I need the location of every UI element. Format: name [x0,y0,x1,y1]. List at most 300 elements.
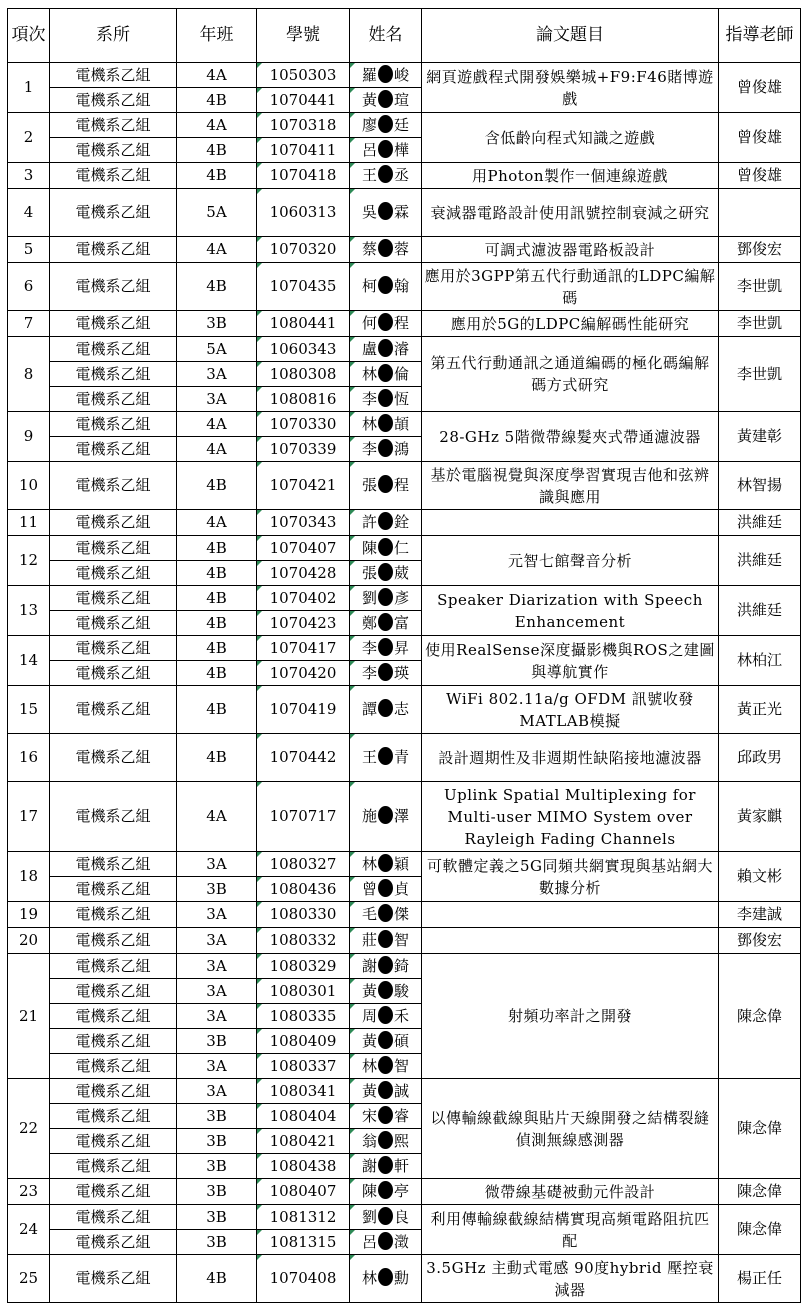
name-last-char: 軒 [394,1156,410,1175]
name-last-char: 智 [394,1056,410,1075]
student-id-cell: 1081315 [257,1230,350,1255]
advisor-cell [719,189,801,237]
table-row [8,686,801,734]
department-cell: 電機系乙組 [50,586,177,611]
redaction-mark [378,538,393,556]
thesis-topic: 含低齡向程式知識之遊戲 [422,113,719,163]
advisor-cell: 黃建彰 [719,412,801,462]
advisor-cell: 陳念偉 [719,954,801,1079]
item-number: 17 [8,782,50,852]
student-id-cell: 1080436 [257,877,350,902]
student-id-cell: 1070343 [257,510,350,536]
department-cell: 電機系乙組 [50,979,177,1004]
item-number: 23 [8,1179,50,1205]
class-cell: 3B [177,1154,257,1179]
item-number: 24 [8,1205,50,1255]
student-id-cell: 1080341 [257,1079,350,1104]
student-id-cell: 1070428 [257,561,350,586]
advisor-cell: 李世凱 [719,311,801,337]
name-last-char: 亭 [394,1182,410,1200]
class-cell: 3A [177,928,257,954]
department-cell: 電機系乙組 [50,63,177,88]
name-last-char: 澂 [394,1232,410,1251]
class-cell: 4A [177,412,257,437]
name-last-char: 霖 [394,203,410,221]
student-name-cell [350,877,422,902]
student-name-cell [350,782,422,852]
student-name-cell [350,412,422,437]
redaction-mark [378,1056,393,1074]
student-name-cell [350,1104,422,1129]
student-name-cell [350,902,422,928]
class-cell: 3A [177,1079,257,1104]
class-cell: 3A [177,902,257,928]
name-last-char: 瑄 [394,90,410,109]
thesis-topic: 以傳輸線截線與貼片天線開發之結構裂縫偵測無線感測器 [422,1079,719,1179]
student-name-cell [350,163,422,189]
department-cell: 電機系乙組 [50,462,177,510]
class-cell: 4A [177,510,257,536]
name-first-char: 李 [361,663,377,682]
name-first-char: 陳 [361,538,377,557]
redaction-mark [378,613,393,631]
class-cell: 4B [177,88,257,113]
name-last-char: 銓 [394,513,410,531]
student-id-cell: 1070330 [257,412,350,437]
student-id-cell: 1070421 [257,462,350,510]
student-name-cell [350,928,422,954]
student-id-cell: 1070402 [257,586,350,611]
advisor-cell: 楊正任 [719,1255,801,1303]
name-first-char: 張 [361,563,377,582]
advisor-cell: 曾俊雄 [719,63,801,113]
redaction-mark [378,313,393,331]
department-cell: 電機系乙組 [50,263,177,311]
department-cell: 電機系乙組 [50,138,177,163]
student-id-cell: 1070717 [257,782,350,852]
thesis-topic: 3.5GHz 主動式電感 90度hybrid 壓控衰減器 [422,1255,719,1303]
table-row [8,1079,801,1104]
name-first-char: 黃 [361,1031,377,1050]
table-row [8,1179,801,1205]
student-id-cell: 1080421 [257,1129,350,1154]
name-first-char: 蔡 [361,240,377,258]
name-first-char: 黃 [361,90,377,109]
table-row [8,928,801,954]
student-id-cell: 1070318 [257,113,350,138]
advisor-cell: 鄧俊宏 [719,237,801,263]
student-name-cell [350,263,422,311]
table-row [8,189,801,237]
redaction-mark [378,115,393,133]
thesis-topic: 微帶線基礎被動元件設計 [422,1179,719,1205]
redaction-mark [378,1207,393,1225]
thesis-topic [422,902,719,928]
header-topic: 論文題目 [422,9,719,63]
table-row [8,337,801,362]
department-cell: 電機系乙組 [50,636,177,661]
thesis-topic: Uplink Spatial Multiplexing for Multi-user MIMO System over Rayleigh Fading Channels [422,782,719,852]
name-last-char: 廷 [394,115,410,134]
class-cell: 4B [177,611,257,636]
name-first-char: 張 [361,476,377,494]
class-cell: 4B [177,561,257,586]
redaction-mark [378,904,393,922]
class-cell: 4B [177,536,257,561]
name-first-char: 李 [361,439,377,458]
name-last-char: 澤 [394,807,410,825]
table-body [8,63,801,1303]
thesis-topic: 設計週期性及非週期性缺陷接地濾波器 [422,734,719,782]
redaction-mark [378,1131,393,1149]
student-name-cell [350,189,422,237]
thesis-topic: 元智七館聲音分析 [422,536,719,586]
name-first-char: 呂 [361,1232,377,1251]
department-cell: 電機系乙組 [50,1079,177,1104]
class-cell: 4B [177,163,257,189]
student-id-cell: 1080816 [257,387,350,412]
department-cell: 電機系乙組 [50,928,177,954]
redaction-mark [378,389,393,407]
student-name-cell [350,661,422,686]
item-number: 5 [8,237,50,263]
item-number: 11 [8,510,50,536]
table-row [8,1205,801,1230]
student-name-cell [350,1230,422,1255]
name-last-char: 葳 [394,563,410,582]
redaction-mark [378,439,393,457]
department-cell: 電機系乙組 [50,954,177,979]
student-id-cell: 1080332 [257,928,350,954]
student-name-cell [350,437,422,462]
redaction-mark [378,699,393,717]
name-first-char: 林 [361,854,377,873]
table-row [8,586,801,611]
advisor-cell: 李世凱 [719,263,801,311]
redaction-mark [378,140,393,158]
redaction-mark [378,563,393,581]
name-first-char: 謝 [361,956,377,975]
table-row [8,237,801,263]
name-last-char: 駿 [394,981,410,1000]
redaction-mark [378,747,393,765]
student-name-cell [350,1079,422,1104]
class-cell: 3B [177,1205,257,1230]
student-name-cell [350,734,422,782]
class-cell: 3B [177,1104,257,1129]
table-row [8,734,801,782]
header-name: 姓名 [350,9,422,63]
department-cell: 電機系乙組 [50,686,177,734]
student-name-cell [350,510,422,536]
student-name-cell [350,63,422,88]
student-id-cell: 1070442 [257,734,350,782]
department-cell: 電機系乙組 [50,88,177,113]
student-name-cell [350,686,422,734]
student-id-cell: 1080337 [257,1054,350,1079]
student-id-cell: 1080407 [257,1179,350,1205]
name-last-char: 熙 [394,1131,410,1150]
header-index: 項次 [8,9,50,63]
thesis-topic: 28-GHz 5階微帶線髮夾式帶通濾波器 [422,412,719,462]
thesis-topic: 利用傳輸線截線結構實現高頻電路阻抗匹配 [422,1205,719,1255]
advisor-cell: 林柏江 [719,636,801,686]
department-cell: 電機系乙組 [50,1205,177,1230]
advisor-cell: 黃家麒 [719,782,801,852]
department-cell: 電機系乙組 [50,189,177,237]
name-first-char: 毛 [361,905,377,923]
table-row [8,1255,801,1303]
item-number: 2 [8,113,50,163]
department-cell: 電機系乙組 [50,113,177,138]
student-name-cell [350,561,422,586]
name-last-char: 彥 [394,588,410,607]
table-row [8,954,801,979]
redaction-mark [378,1268,393,1286]
redaction-mark [378,65,393,83]
class-cell: 3B [177,1029,257,1054]
student-id-cell: 1070411 [257,138,350,163]
name-last-char: 勳 [394,1269,410,1287]
class-cell: 4B [177,263,257,311]
redaction-mark [378,806,393,824]
student-id-cell: 1080404 [257,1104,350,1129]
class-cell: 4A [177,437,257,462]
redaction-mark [378,981,393,999]
item-number: 13 [8,586,50,636]
student-name-cell [350,586,422,611]
advisor-cell: 陳念偉 [719,1179,801,1205]
redaction-mark [378,339,393,357]
class-cell: 4B [177,686,257,734]
thesis-topic: WiFi 802.11a/g OFDM 訊號收發MATLAB模擬 [422,686,719,734]
name-first-char: 羅 [361,65,377,84]
name-last-char: 程 [394,314,410,332]
item-number: 12 [8,536,50,586]
advisor-cell: 洪維廷 [719,510,801,536]
table-row [8,902,801,928]
item-number: 10 [8,462,50,510]
name-first-char: 鄭 [361,613,377,632]
student-name-cell [350,337,422,362]
redaction-mark [378,202,393,220]
student-id-cell: 1070441 [257,88,350,113]
student-name-cell [350,1129,422,1154]
name-last-char: 錡 [394,956,410,975]
student-id-cell: 1080329 [257,954,350,979]
header-row [8,9,801,63]
thesis-topic [422,510,719,536]
student-name-cell [350,1179,422,1205]
table-row [8,163,801,189]
class-cell: 3B [177,311,257,337]
class-cell: 4B [177,462,257,510]
item-number: 3 [8,163,50,189]
student-id-cell: 1070417 [257,636,350,661]
item-number: 8 [8,337,50,412]
item-number: 19 [8,902,50,928]
name-first-char: 李 [361,638,377,657]
name-first-char: 譚 [361,700,377,718]
class-cell: 4A [177,782,257,852]
department-cell: 電機系乙組 [50,561,177,586]
student-id-cell: 1080308 [257,362,350,387]
redaction-mark [378,1006,393,1024]
advisor-cell: 邱政男 [719,734,801,782]
item-number: 14 [8,636,50,686]
item-number: 15 [8,686,50,734]
name-last-char: 青 [394,748,410,766]
class-cell: 4B [177,1255,257,1303]
name-first-char: 黃 [361,981,377,1000]
redaction-mark [378,879,393,897]
name-first-char: 呂 [361,140,377,159]
header-advisor: 指導老師 [719,9,801,63]
redaction-mark [378,1081,393,1099]
thesis-topic: 衰減器電路設計使用訊號控制衰減之研究 [422,189,719,237]
item-number: 18 [8,852,50,902]
student-id-cell: 1080409 [257,1029,350,1054]
name-last-char: 貞 [394,879,410,898]
name-last-char: 樺 [394,140,410,159]
name-first-char: 劉 [361,1207,377,1226]
department-cell: 電機系乙組 [50,311,177,337]
item-number: 22 [8,1079,50,1179]
advisor-cell: 陳念偉 [719,1205,801,1255]
name-first-char: 劉 [361,588,377,607]
name-last-char: 恆 [394,389,410,408]
department-cell: 電機系乙組 [50,536,177,561]
class-cell: 4B [177,661,257,686]
name-first-char: 何 [361,314,377,332]
name-first-char: 施 [361,807,377,825]
table-row [8,782,801,852]
name-first-char: 柯 [361,277,377,295]
header-student-id: 學號 [257,9,350,63]
name-last-char: 傑 [394,905,410,923]
student-name-cell [350,611,422,636]
name-first-char: 黃 [361,1081,377,1100]
name-first-char: 曾 [361,879,377,898]
table-row [8,113,801,138]
student-id-cell: 1081312 [257,1205,350,1230]
class-cell: 3B [177,877,257,902]
thesis-topic: 射頻功率計之開發 [422,954,719,1079]
advisor-cell: 賴文彬 [719,852,801,902]
table-row [8,636,801,661]
department-cell: 電機系乙組 [50,1255,177,1303]
redaction-mark [378,1156,393,1174]
name-first-char: 林 [361,414,377,433]
header-class: 年班 [177,9,257,63]
department-cell: 電機系乙組 [50,510,177,536]
redaction-mark [378,1232,393,1250]
advisor-cell: 李建誠 [719,902,801,928]
name-first-char: 翁 [361,1131,377,1150]
redaction-mark [378,475,393,493]
name-last-char: 倫 [394,364,410,383]
student-id-cell: 1070407 [257,536,350,561]
student-name-cell [350,311,422,337]
redaction-mark [378,239,393,257]
student-id-cell: 1070408 [257,1255,350,1303]
name-first-char: 謝 [361,1156,377,1175]
department-cell: 電機系乙組 [50,1179,177,1205]
advisor-cell: 洪維廷 [719,586,801,636]
department-cell: 電機系乙組 [50,237,177,263]
name-last-char: 濬 [394,339,410,358]
name-last-char: 睿 [394,1106,410,1125]
name-first-char: 王 [361,166,377,184]
thesis-topic: 可軟體定義之5G同頻共網實現與基站網大數據分析 [422,852,719,902]
name-last-char: 仁 [394,538,410,557]
name-first-char: 王 [361,748,377,766]
header-dept: 系所 [50,9,177,63]
name-first-char: 廖 [361,115,377,134]
redaction-mark [378,1181,393,1199]
advisor-cell: 李世凱 [719,337,801,412]
student-name-cell [350,536,422,561]
student-name-cell [350,138,422,163]
name-last-char: 程 [394,476,410,494]
item-number: 1 [8,63,50,113]
advisor-cell: 鄧俊宏 [719,928,801,954]
thesis-topic: 使用RealSense深度攝影機與ROS之建圖與導航實作 [422,636,719,686]
class-cell: 3A [177,1054,257,1079]
department-cell: 電機系乙組 [50,1129,177,1154]
table-row [8,536,801,561]
name-last-char: 翰 [394,277,410,295]
student-name-cell [350,1054,422,1079]
student-name-cell [350,113,422,138]
student-name-cell [350,1205,422,1230]
class-cell: 3A [177,954,257,979]
name-first-char: 宋 [361,1106,377,1125]
class-cell: 3B [177,1179,257,1205]
class-cell: 5A [177,189,257,237]
table-row [8,63,801,88]
item-number: 20 [8,928,50,954]
department-cell: 電機系乙組 [50,1029,177,1054]
name-last-char: 富 [394,613,410,632]
name-last-char: 志 [394,700,410,718]
name-first-char: 林 [361,364,377,383]
student-name-cell [350,462,422,510]
item-number: 6 [8,263,50,311]
name-first-char: 許 [361,513,377,531]
department-cell: 電機系乙組 [50,661,177,686]
advisor-cell: 林智揚 [719,462,801,510]
department-cell: 電機系乙組 [50,782,177,852]
class-cell: 3A [177,362,257,387]
student-id-cell: 1070435 [257,263,350,311]
thesis-topic: 基於電腦視覺與深度學習實現吉他和弦辨識與應用 [422,462,719,510]
department-cell: 電機系乙組 [50,902,177,928]
class-cell: 4B [177,586,257,611]
thesis-topic [422,928,719,954]
student-id-cell: 1050303 [257,63,350,88]
student-name-cell [350,1154,422,1179]
name-last-char: 蓉 [394,240,410,258]
thesis-topic: Speaker Diarization with Speech Enhancement [422,586,719,636]
name-first-char: 吳 [361,203,377,221]
student-name-cell [350,1004,422,1029]
student-id-cell: 1070339 [257,437,350,462]
class-cell: 3A [177,852,257,877]
redaction-mark [378,276,393,294]
class-cell: 4B [177,734,257,782]
redaction-mark [378,165,393,183]
